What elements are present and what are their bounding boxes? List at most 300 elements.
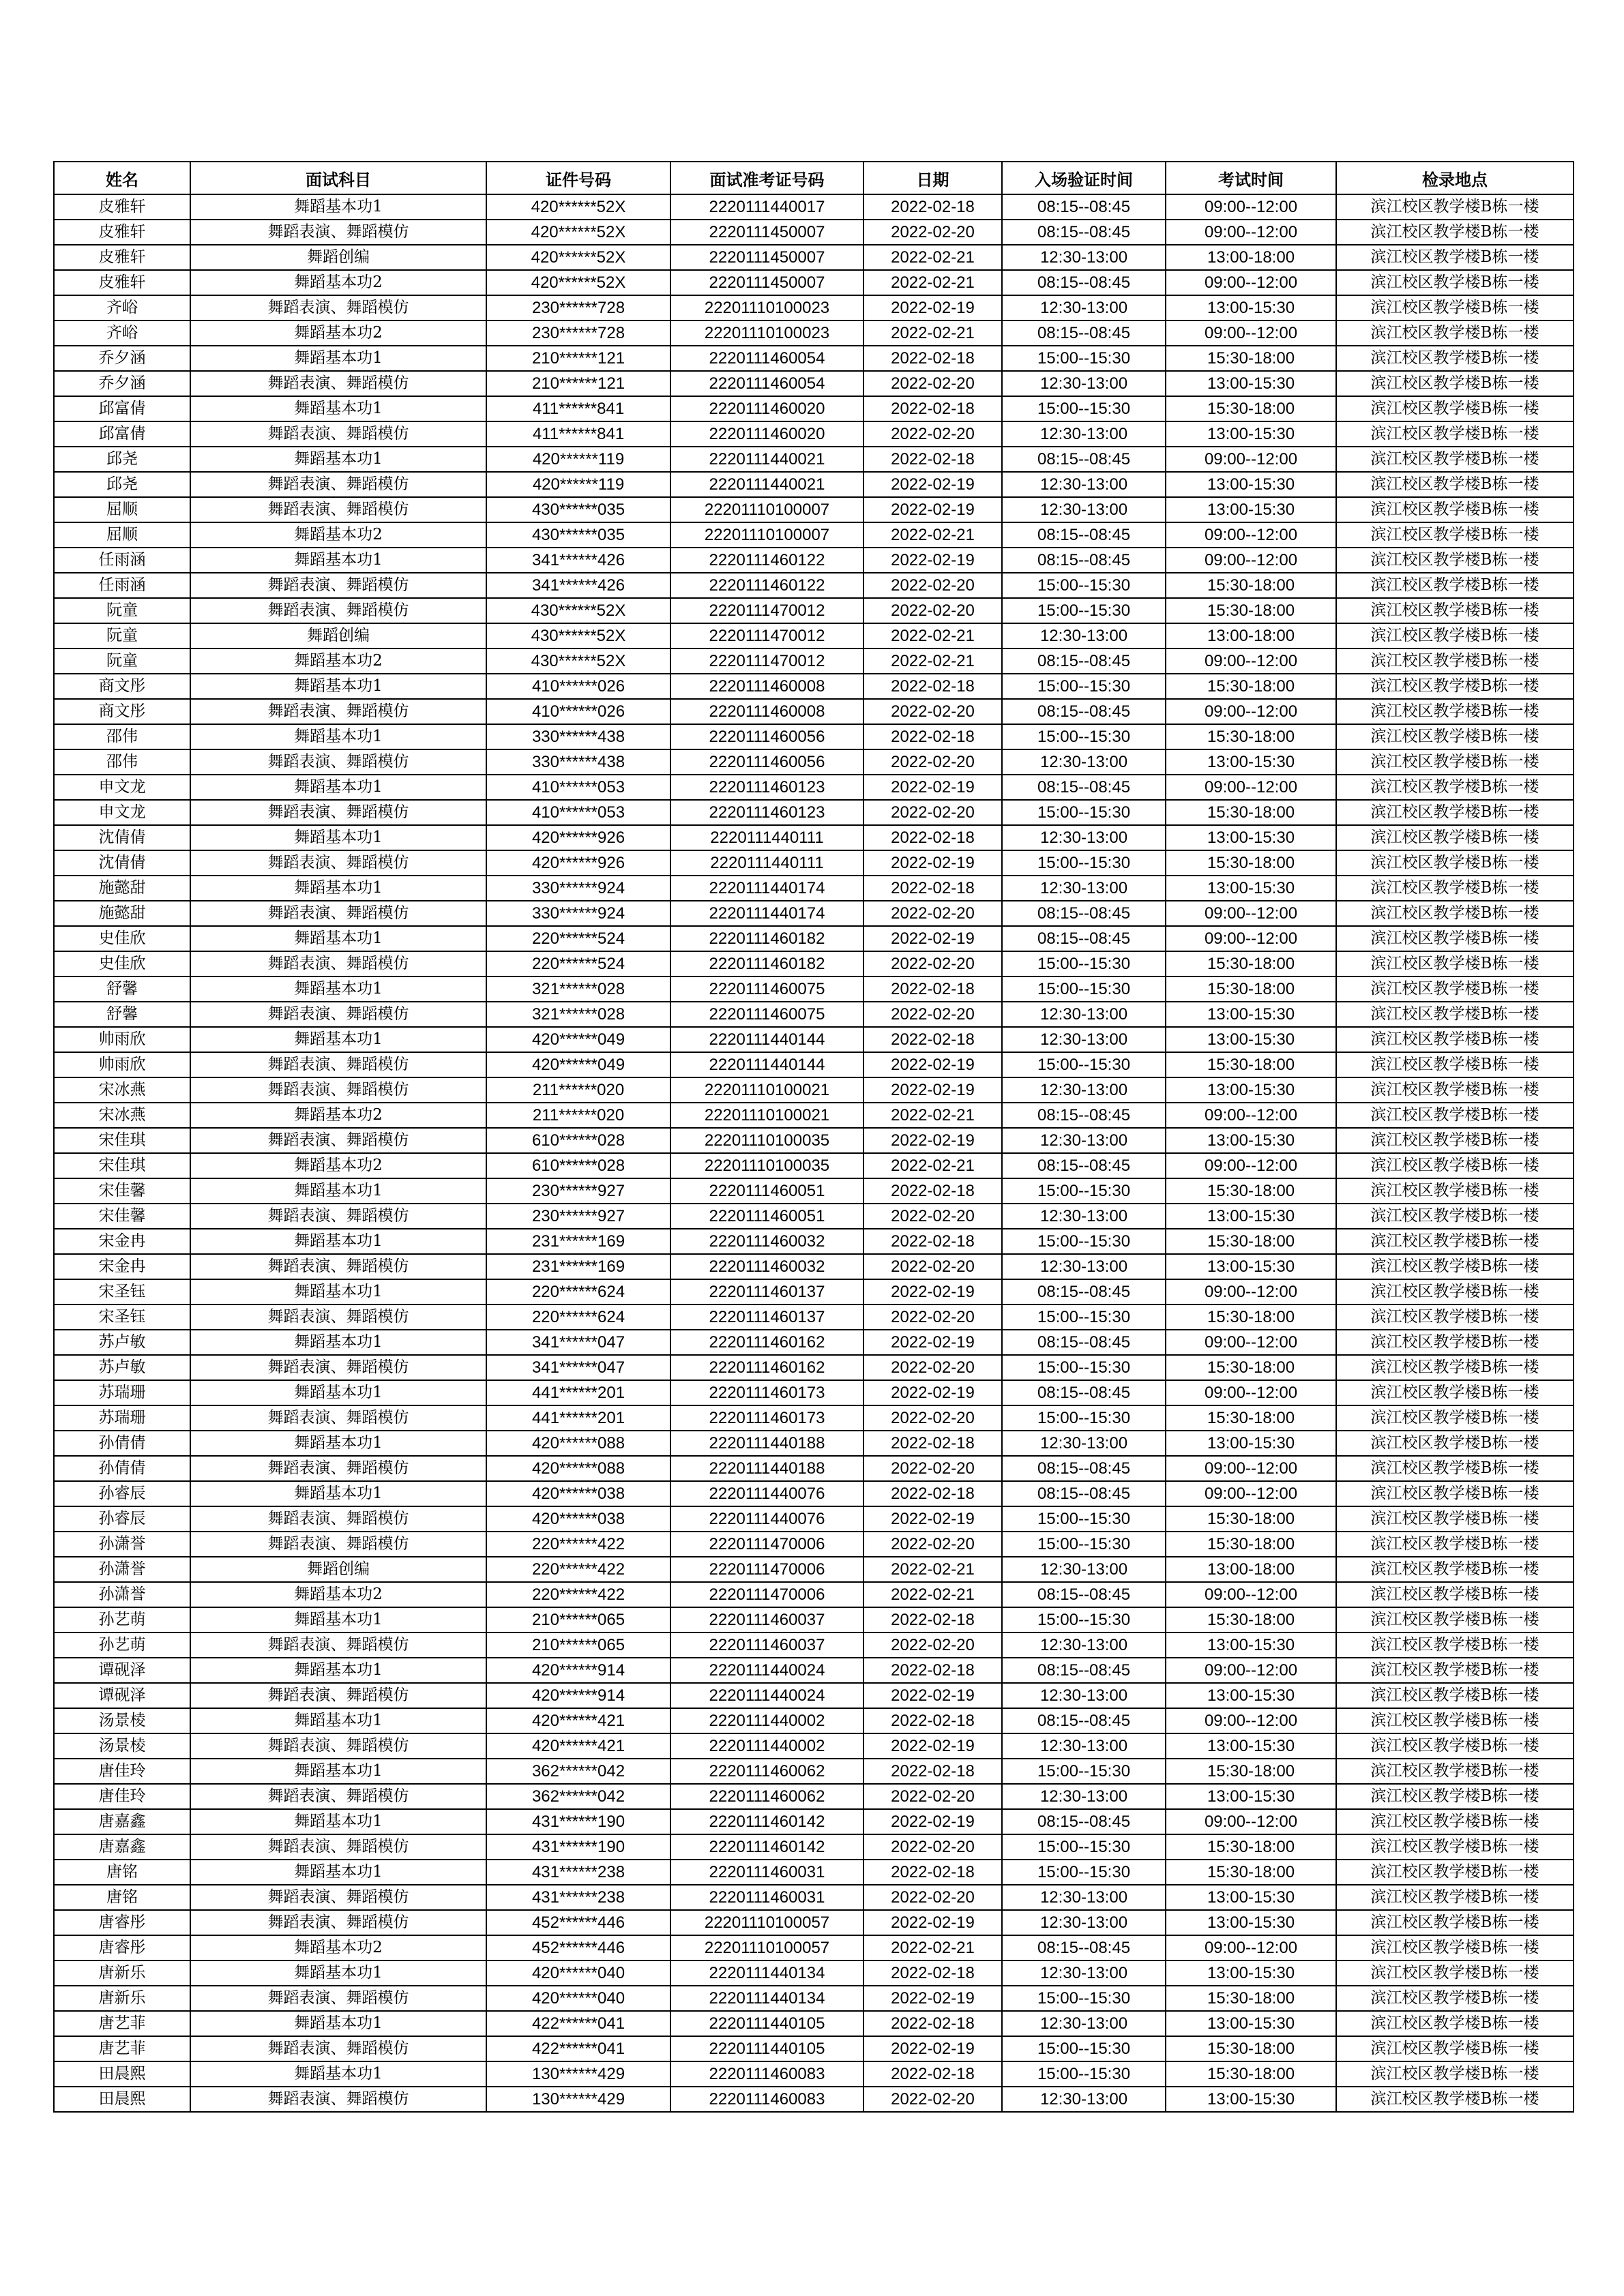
subject-cell: 舞蹈基本功1 bbox=[190, 825, 486, 850]
date-cell: 2022-02-20 bbox=[863, 1204, 1002, 1229]
subject-cell: 舞蹈表演、舞蹈模仿 bbox=[190, 497, 486, 522]
date-cell: 2022-02-18 bbox=[863, 1229, 1002, 1254]
location-cell: 滨江校区教学楼B栋一楼 bbox=[1336, 1128, 1574, 1153]
date-cell: 2022-02-18 bbox=[863, 825, 1002, 850]
id-number-cell: 610******028 bbox=[486, 1128, 670, 1153]
entry-check-time-cell: 12:30-13:00 bbox=[1002, 371, 1166, 396]
subject-cell: 舞蹈基本功1 bbox=[190, 1658, 486, 1683]
subject-cell: 舞蹈基本功2 bbox=[190, 1935, 486, 1960]
location-cell: 滨江校区教学楼B栋一楼 bbox=[1336, 220, 1574, 245]
admission-ticket-cell: 2220111460062 bbox=[670, 1759, 863, 1784]
entry-check-time-cell: 08:15--08:45 bbox=[1002, 194, 1166, 220]
subject-cell: 舞蹈基本功2 bbox=[190, 320, 486, 346]
table-row bbox=[54, 1784, 1574, 1809]
location-cell: 滨江校区教学楼B栋一楼 bbox=[1336, 1153, 1574, 1178]
date-cell: 2022-02-19 bbox=[863, 472, 1002, 497]
column-header-date: 日期 bbox=[863, 162, 1002, 194]
id-number-cell: 231******169 bbox=[486, 1254, 670, 1279]
admission-ticket-cell: 22201110100035 bbox=[670, 1153, 863, 1178]
name-cell: 汤景棱 bbox=[54, 1733, 190, 1759]
subject-cell: 舞蹈基本功1 bbox=[190, 1279, 486, 1304]
location-cell: 滨江校区教学楼B栋一楼 bbox=[1336, 346, 1574, 371]
date-cell: 2022-02-21 bbox=[863, 320, 1002, 346]
admission-ticket-cell: 2220111460051 bbox=[670, 1178, 863, 1204]
entry-check-time-cell: 15:00--15:30 bbox=[1002, 396, 1166, 421]
exam-time-cell: 09:00--12:00 bbox=[1166, 194, 1336, 220]
entry-check-time-cell: 12:30-13:00 bbox=[1002, 876, 1166, 901]
name-cell: 苏卢敏 bbox=[54, 1330, 190, 1355]
name-cell: 孙艺萌 bbox=[54, 1632, 190, 1658]
date-cell: 2022-02-20 bbox=[863, 598, 1002, 623]
date-cell: 2022-02-18 bbox=[863, 346, 1002, 371]
table-row bbox=[54, 1456, 1574, 1481]
location-cell: 滨江校区教学楼B栋一楼 bbox=[1336, 699, 1574, 724]
column-header-check-in-location: 检录地点 bbox=[1336, 162, 1574, 194]
location-cell: 滨江校区教学楼B栋一楼 bbox=[1336, 1506, 1574, 1532]
id-number-cell: 420******926 bbox=[486, 825, 670, 850]
name-cell: 商文彤 bbox=[54, 699, 190, 724]
subject-cell: 舞蹈基本功2 bbox=[190, 1103, 486, 1128]
id-number-cell: 210******121 bbox=[486, 346, 670, 371]
exam-time-cell: 09:00--12:00 bbox=[1166, 1658, 1336, 1683]
exam-time-cell: 09:00--12:00 bbox=[1166, 270, 1336, 295]
admission-ticket-cell: 2220111440134 bbox=[670, 1986, 863, 2011]
admission-ticket-cell: 2220111460008 bbox=[670, 699, 863, 724]
id-number-cell: 431******238 bbox=[486, 1885, 670, 1910]
subject-cell: 舞蹈表演、舞蹈模仿 bbox=[190, 749, 486, 775]
name-cell: 苏卢敏 bbox=[54, 1355, 190, 1380]
date-cell: 2022-02-19 bbox=[863, 1683, 1002, 1708]
subject-cell: 舞蹈表演、舞蹈模仿 bbox=[190, 1834, 486, 1860]
table-row bbox=[54, 220, 1574, 245]
subject-cell: 舞蹈基本功1 bbox=[190, 724, 486, 749]
location-cell: 滨江校区教学楼B栋一楼 bbox=[1336, 598, 1574, 623]
location-cell: 滨江校区教学楼B栋一楼 bbox=[1336, 1834, 1574, 1860]
admission-ticket-cell: 2220111460075 bbox=[670, 1002, 863, 1027]
exam-time-cell: 09:00--12:00 bbox=[1166, 1582, 1336, 1607]
entry-check-time-cell: 15:00--15:30 bbox=[1002, 1355, 1166, 1380]
entry-check-time-cell: 08:15--08:45 bbox=[1002, 1153, 1166, 1178]
date-cell: 2022-02-18 bbox=[863, 1607, 1002, 1632]
entry-check-time-cell: 15:00--15:30 bbox=[1002, 850, 1166, 876]
id-number-cell: 362******042 bbox=[486, 1784, 670, 1809]
subject-cell: 舞蹈基本功1 bbox=[190, 1380, 486, 1405]
entry-check-time-cell: 08:15--08:45 bbox=[1002, 1582, 1166, 1607]
location-cell: 滨江校区教学楼B栋一楼 bbox=[1336, 775, 1574, 800]
entry-check-time-cell: 12:30-13:00 bbox=[1002, 1632, 1166, 1658]
admission-ticket-cell: 2220111460173 bbox=[670, 1405, 863, 1431]
location-cell: 滨江校区教学楼B栋一楼 bbox=[1336, 1607, 1574, 1632]
location-cell: 滨江校区教学楼B栋一楼 bbox=[1336, 1759, 1574, 1784]
date-cell: 2022-02-18 bbox=[863, 2061, 1002, 2087]
entry-check-time-cell: 08:15--08:45 bbox=[1002, 1708, 1166, 1733]
entry-check-time-cell: 15:00--15:30 bbox=[1002, 674, 1166, 699]
admission-ticket-cell: 2220111460162 bbox=[670, 1330, 863, 1355]
table-row bbox=[54, 270, 1574, 295]
exam-time-cell: 13:00-18:00 bbox=[1166, 1557, 1336, 1582]
id-number-cell: 452******446 bbox=[486, 1910, 670, 1935]
name-cell: 宋圣钰 bbox=[54, 1279, 190, 1304]
exam-time-cell: 13:00-15:30 bbox=[1166, 1204, 1336, 1229]
admission-ticket-cell: 2220111440111 bbox=[670, 850, 863, 876]
table-row bbox=[54, 320, 1574, 346]
admission-ticket-cell: 2220111470012 bbox=[670, 648, 863, 674]
name-cell: 帅雨欣 bbox=[54, 1052, 190, 1077]
subject-cell: 舞蹈基本功1 bbox=[190, 775, 486, 800]
date-cell: 2022-02-20 bbox=[863, 1456, 1002, 1481]
admission-ticket-cell: 2220111440174 bbox=[670, 901, 863, 926]
table-row bbox=[54, 421, 1574, 447]
id-number-cell: 420******926 bbox=[486, 850, 670, 876]
exam-time-cell: 13:00-15:30 bbox=[1166, 1077, 1336, 1103]
name-cell: 齐峪 bbox=[54, 295, 190, 320]
table-row bbox=[54, 522, 1574, 548]
table-row bbox=[54, 623, 1574, 648]
name-cell: 商文彤 bbox=[54, 674, 190, 699]
id-number-cell: 410******053 bbox=[486, 775, 670, 800]
date-cell: 2022-02-20 bbox=[863, 1885, 1002, 1910]
table-row bbox=[54, 775, 1574, 800]
date-cell: 2022-02-21 bbox=[863, 1935, 1002, 1960]
id-number-cell: 341******426 bbox=[486, 573, 670, 598]
admission-ticket-cell: 2220111460056 bbox=[670, 749, 863, 775]
subject-cell: 舞蹈基本功1 bbox=[190, 1229, 486, 1254]
name-cell: 孙倩倩 bbox=[54, 1431, 190, 1456]
admission-ticket-cell: 2220111460008 bbox=[670, 674, 863, 699]
exam-time-cell: 13:00-15:30 bbox=[1166, 2011, 1336, 2036]
name-cell: 阮童 bbox=[54, 598, 190, 623]
name-cell: 孙潇誉 bbox=[54, 1582, 190, 1607]
admission-ticket-cell: 2220111460054 bbox=[670, 371, 863, 396]
subject-cell: 舞蹈表演、舞蹈模仿 bbox=[190, 1632, 486, 1658]
id-number-cell: 220******422 bbox=[486, 1582, 670, 1607]
exam-time-cell: 13:00-18:00 bbox=[1166, 623, 1336, 648]
admission-ticket-cell: 2220111460020 bbox=[670, 421, 863, 447]
admission-ticket-cell: 2220111470006 bbox=[670, 1557, 863, 1582]
name-cell: 唐睿彤 bbox=[54, 1910, 190, 1935]
admission-ticket-cell: 2220111440017 bbox=[670, 194, 863, 220]
location-cell: 滨江校区教学楼B栋一楼 bbox=[1336, 497, 1574, 522]
exam-time-cell: 13:00-15:30 bbox=[1166, 2087, 1336, 2112]
id-number-cell: 220******422 bbox=[486, 1532, 670, 1557]
date-cell: 2022-02-19 bbox=[863, 1986, 1002, 2011]
table-row bbox=[54, 2036, 1574, 2061]
id-number-cell: 431******190 bbox=[486, 1834, 670, 1860]
name-cell: 史佳欣 bbox=[54, 951, 190, 976]
id-number-cell: 420******119 bbox=[486, 447, 670, 472]
id-number-cell: 420******52X bbox=[486, 220, 670, 245]
exam-time-cell: 13:00-15:30 bbox=[1166, 371, 1336, 396]
location-cell: 滨江校区教学楼B栋一楼 bbox=[1336, 2036, 1574, 2061]
name-cell: 宋冰燕 bbox=[54, 1077, 190, 1103]
entry-check-time-cell: 12:30-13:00 bbox=[1002, 497, 1166, 522]
subject-cell: 舞蹈基本功2 bbox=[190, 1153, 486, 1178]
id-number-cell: 420******049 bbox=[486, 1027, 670, 1052]
table-row bbox=[54, 1178, 1574, 1204]
admission-ticket-cell: 2220111460062 bbox=[670, 1784, 863, 1809]
table-row bbox=[54, 548, 1574, 573]
name-cell: 乔夕涵 bbox=[54, 346, 190, 371]
admission-ticket-cell: 2220111460182 bbox=[670, 951, 863, 976]
admission-ticket-cell: 2220111460122 bbox=[670, 548, 863, 573]
id-number-cell: 420******038 bbox=[486, 1481, 670, 1506]
id-number-cell: 610******028 bbox=[486, 1153, 670, 1178]
table-row bbox=[54, 1405, 1574, 1431]
exam-time-cell: 09:00--12:00 bbox=[1166, 522, 1336, 548]
exam-time-cell: 13:00-15:30 bbox=[1166, 825, 1336, 850]
subject-cell: 舞蹈基本功1 bbox=[190, 1860, 486, 1885]
location-cell: 滨江校区教学楼B栋一楼 bbox=[1336, 648, 1574, 674]
subject-cell: 舞蹈基本功2 bbox=[190, 270, 486, 295]
admission-ticket-cell: 2220111440144 bbox=[670, 1052, 863, 1077]
subject-cell: 舞蹈表演、舞蹈模仿 bbox=[190, 951, 486, 976]
exam-time-cell: 15:30-18:00 bbox=[1166, 1304, 1336, 1330]
name-cell: 唐嘉鑫 bbox=[54, 1809, 190, 1834]
location-cell: 滨江校区教学楼B栋一楼 bbox=[1336, 447, 1574, 472]
location-cell: 滨江校区教学楼B栋一楼 bbox=[1336, 1254, 1574, 1279]
id-number-cell: 441******201 bbox=[486, 1405, 670, 1431]
exam-time-cell: 09:00--12:00 bbox=[1166, 1935, 1336, 1960]
exam-time-cell: 15:30-18:00 bbox=[1166, 1052, 1336, 1077]
exam-time-cell: 09:00--12:00 bbox=[1166, 220, 1336, 245]
id-number-cell: 341******426 bbox=[486, 548, 670, 573]
id-number-cell: 220******524 bbox=[486, 951, 670, 976]
date-cell: 2022-02-18 bbox=[863, 1860, 1002, 1885]
column-header-id-number: 证件号码 bbox=[486, 162, 670, 194]
table-row bbox=[54, 1960, 1574, 1986]
location-cell: 滨江校区教学楼B栋一楼 bbox=[1336, 674, 1574, 699]
name-cell: 邵伟 bbox=[54, 724, 190, 749]
date-cell: 2022-02-21 bbox=[863, 270, 1002, 295]
exam-time-cell: 13:00-15:30 bbox=[1166, 1632, 1336, 1658]
location-cell: 滨江校区教学楼B栋一楼 bbox=[1336, 800, 1574, 825]
name-cell: 唐嘉鑫 bbox=[54, 1834, 190, 1860]
location-cell: 滨江校区教学楼B栋一楼 bbox=[1336, 548, 1574, 573]
subject-cell: 舞蹈基本功1 bbox=[190, 447, 486, 472]
date-cell: 2022-02-20 bbox=[863, 901, 1002, 926]
location-cell: 滨江校区教学楼B栋一楼 bbox=[1336, 876, 1574, 901]
table-row bbox=[54, 1229, 1574, 1254]
table-row bbox=[54, 1330, 1574, 1355]
exam-time-cell: 13:00-15:30 bbox=[1166, 472, 1336, 497]
subject-cell: 舞蹈表演、舞蹈模仿 bbox=[190, 472, 486, 497]
subject-cell: 舞蹈基本功1 bbox=[190, 1027, 486, 1052]
location-cell: 滨江校区教学楼B栋一楼 bbox=[1336, 270, 1574, 295]
table-row bbox=[54, 1935, 1574, 1960]
exam-time-cell: 13:00-15:30 bbox=[1166, 876, 1336, 901]
id-number-cell: 220******624 bbox=[486, 1304, 670, 1330]
exam-time-cell: 09:00--12:00 bbox=[1166, 548, 1336, 573]
id-number-cell: 230******927 bbox=[486, 1178, 670, 1204]
table-row bbox=[54, 1128, 1574, 1153]
location-cell: 滨江校区教学楼B栋一楼 bbox=[1336, 1683, 1574, 1708]
entry-check-time-cell: 08:15--08:45 bbox=[1002, 1279, 1166, 1304]
subject-cell: 舞蹈基本功1 bbox=[190, 1330, 486, 1355]
admission-ticket-cell: 2220111440174 bbox=[670, 876, 863, 901]
admission-ticket-cell: 2220111460037 bbox=[670, 1632, 863, 1658]
admission-ticket-cell: 2220111460032 bbox=[670, 1254, 863, 1279]
id-number-cell: 330******438 bbox=[486, 749, 670, 775]
date-cell: 2022-02-18 bbox=[863, 1759, 1002, 1784]
id-number-cell: 321******028 bbox=[486, 976, 670, 1002]
table-row bbox=[54, 1733, 1574, 1759]
date-cell: 2022-02-18 bbox=[863, 876, 1002, 901]
exam-time-cell: 15:30-18:00 bbox=[1166, 346, 1336, 371]
location-cell: 滨江校区教学楼B栋一楼 bbox=[1336, 1632, 1574, 1658]
table-row bbox=[54, 699, 1574, 724]
name-cell: 任雨涵 bbox=[54, 573, 190, 598]
admission-ticket-cell: 2220111450007 bbox=[670, 245, 863, 270]
exam-time-cell: 15:30-18:00 bbox=[1166, 573, 1336, 598]
date-cell: 2022-02-20 bbox=[863, 220, 1002, 245]
entry-check-time-cell: 08:15--08:45 bbox=[1002, 220, 1166, 245]
id-number-cell: 430******52X bbox=[486, 623, 670, 648]
date-cell: 2022-02-20 bbox=[863, 1532, 1002, 1557]
id-number-cell: 130******429 bbox=[486, 2061, 670, 2087]
admission-ticket-cell: 2220111440105 bbox=[670, 2036, 863, 2061]
name-cell: 阮童 bbox=[54, 623, 190, 648]
date-cell: 2022-02-18 bbox=[863, 194, 1002, 220]
subject-cell: 舞蹈表演、舞蹈模仿 bbox=[190, 800, 486, 825]
exam-time-cell: 15:30-18:00 bbox=[1166, 1986, 1336, 2011]
table-row bbox=[54, 2011, 1574, 2036]
id-number-cell: 420******040 bbox=[486, 1960, 670, 1986]
location-cell: 滨江校区教学楼B栋一楼 bbox=[1336, 573, 1574, 598]
entry-check-time-cell: 15:00--15:30 bbox=[1002, 1986, 1166, 2011]
admission-ticket-cell: 22201110100021 bbox=[670, 1077, 863, 1103]
name-cell: 唐新乐 bbox=[54, 1986, 190, 2011]
id-number-cell: 430******52X bbox=[486, 648, 670, 674]
date-cell: 2022-02-21 bbox=[863, 1103, 1002, 1128]
entry-check-time-cell: 12:30-13:00 bbox=[1002, 1204, 1166, 1229]
subject-cell: 舞蹈表演、舞蹈模仿 bbox=[190, 371, 486, 396]
location-cell: 滨江校区教学楼B栋一楼 bbox=[1336, 1935, 1574, 1960]
admission-ticket-cell: 2220111460032 bbox=[670, 1229, 863, 1254]
exam-time-cell: 13:00-15:30 bbox=[1166, 1733, 1336, 1759]
entry-check-time-cell: 15:00--15:30 bbox=[1002, 800, 1166, 825]
subject-cell: 舞蹈基本功1 bbox=[190, 548, 486, 573]
admission-ticket-cell: 2220111440021 bbox=[670, 447, 863, 472]
subject-cell: 舞蹈表演、舞蹈模仿 bbox=[190, 573, 486, 598]
name-cell: 邱尧 bbox=[54, 447, 190, 472]
entry-check-time-cell: 12:30-13:00 bbox=[1002, 1002, 1166, 1027]
subject-cell: 舞蹈表演、舞蹈模仿 bbox=[190, 1355, 486, 1380]
exam-time-cell: 15:30-18:00 bbox=[1166, 1759, 1336, 1784]
name-cell: 宋佳馨 bbox=[54, 1178, 190, 1204]
location-cell: 滨江校区教学楼B栋一楼 bbox=[1336, 1002, 1574, 1027]
id-number-cell: 362******042 bbox=[486, 1759, 670, 1784]
location-cell: 滨江校区教学楼B栋一楼 bbox=[1336, 371, 1574, 396]
name-cell: 任雨涵 bbox=[54, 548, 190, 573]
table-row bbox=[54, 850, 1574, 876]
exam-time-cell: 15:30-18:00 bbox=[1166, 1405, 1336, 1431]
subject-cell: 舞蹈基本功1 bbox=[190, 1431, 486, 1456]
admission-ticket-cell: 2220111440134 bbox=[670, 1960, 863, 1986]
subject-cell: 舞蹈表演、舞蹈模仿 bbox=[190, 1405, 486, 1431]
table-row bbox=[54, 876, 1574, 901]
subject-cell: 舞蹈表演、舞蹈模仿 bbox=[190, 1204, 486, 1229]
date-cell: 2022-02-19 bbox=[863, 775, 1002, 800]
date-cell: 2022-02-20 bbox=[863, 371, 1002, 396]
subject-cell: 舞蹈表演、舞蹈模仿 bbox=[190, 2036, 486, 2061]
name-cell: 申文龙 bbox=[54, 775, 190, 800]
date-cell: 2022-02-20 bbox=[863, 749, 1002, 775]
id-number-cell: 431******190 bbox=[486, 1809, 670, 1834]
entry-check-time-cell: 12:30-13:00 bbox=[1002, 749, 1166, 775]
id-number-cell: 420******52X bbox=[486, 245, 670, 270]
name-cell: 唐艺菲 bbox=[54, 2011, 190, 2036]
subject-cell: 舞蹈表演、舞蹈模仿 bbox=[190, 1002, 486, 1027]
date-cell: 2022-02-20 bbox=[863, 1834, 1002, 1860]
name-cell: 宋金冉 bbox=[54, 1229, 190, 1254]
subject-cell: 舞蹈表演、舞蹈模仿 bbox=[190, 1456, 486, 1481]
subject-cell: 舞蹈表演、舞蹈模仿 bbox=[190, 2087, 486, 2112]
id-number-cell: 330******924 bbox=[486, 876, 670, 901]
entry-check-time-cell: 15:00--15:30 bbox=[1002, 346, 1166, 371]
admission-ticket-cell: 2220111460162 bbox=[670, 1355, 863, 1380]
exam-time-cell: 15:30-18:00 bbox=[1166, 1178, 1336, 1204]
date-cell: 2022-02-19 bbox=[863, 2036, 1002, 2061]
exam-time-cell: 09:00--12:00 bbox=[1166, 1380, 1336, 1405]
table-row bbox=[54, 976, 1574, 1002]
location-cell: 滨江校区教学楼B栋一楼 bbox=[1336, 926, 1574, 951]
entry-check-time-cell: 12:30-13:00 bbox=[1002, 1910, 1166, 1935]
admission-ticket-cell: 2220111460020 bbox=[670, 396, 863, 421]
date-cell: 2022-02-18 bbox=[863, 2011, 1002, 2036]
admission-ticket-cell: 2220111460051 bbox=[670, 1204, 863, 1229]
id-number-cell: 441******201 bbox=[486, 1380, 670, 1405]
entry-check-time-cell: 08:15--08:45 bbox=[1002, 1330, 1166, 1355]
location-cell: 滨江校区教学楼B栋一楼 bbox=[1336, 1279, 1574, 1304]
subject-cell: 舞蹈基本功1 bbox=[190, 396, 486, 421]
table-row bbox=[54, 2087, 1574, 2112]
name-cell: 唐艺菲 bbox=[54, 2036, 190, 2061]
table-row bbox=[54, 800, 1574, 825]
entry-check-time-cell: 15:00--15:30 bbox=[1002, 1607, 1166, 1632]
entry-check-time-cell: 08:15--08:45 bbox=[1002, 901, 1166, 926]
entry-check-time-cell: 08:15--08:45 bbox=[1002, 1380, 1166, 1405]
table-row bbox=[54, 1103, 1574, 1128]
id-number-cell: 231******169 bbox=[486, 1229, 670, 1254]
location-cell: 滨江校区教学楼B栋一楼 bbox=[1336, 1052, 1574, 1077]
subject-cell: 舞蹈表演、舞蹈模仿 bbox=[190, 1304, 486, 1330]
subject-cell: 舞蹈表演、舞蹈模仿 bbox=[190, 1683, 486, 1708]
exam-time-cell: 15:30-18:00 bbox=[1166, 951, 1336, 976]
name-cell: 孙睿辰 bbox=[54, 1481, 190, 1506]
date-cell: 2022-02-19 bbox=[863, 1809, 1002, 1834]
name-cell: 田晨熙 bbox=[54, 2087, 190, 2112]
id-number-cell: 430******035 bbox=[486, 497, 670, 522]
subject-cell: 舞蹈基本功2 bbox=[190, 648, 486, 674]
entry-check-time-cell: 15:00--15:30 bbox=[1002, 573, 1166, 598]
entry-check-time-cell: 08:15--08:45 bbox=[1002, 320, 1166, 346]
date-cell: 2022-02-20 bbox=[863, 699, 1002, 724]
admission-ticket-cell: 22201110100057 bbox=[670, 1935, 863, 1960]
table-row bbox=[54, 648, 1574, 674]
exam-time-cell: 13:00-15:30 bbox=[1166, 1128, 1336, 1153]
table-row bbox=[54, 1708, 1574, 1733]
location-cell: 滨江校区教学楼B栋一楼 bbox=[1336, 901, 1574, 926]
id-number-cell: 410******026 bbox=[486, 674, 670, 699]
entry-check-time-cell: 15:00--15:30 bbox=[1002, 598, 1166, 623]
date-cell: 2022-02-18 bbox=[863, 1658, 1002, 1683]
column-header-subject: 面试科目 bbox=[190, 162, 486, 194]
entry-check-time-cell: 12:30-13:00 bbox=[1002, 1960, 1166, 1986]
name-cell: 邵伟 bbox=[54, 749, 190, 775]
name-cell: 帅雨欣 bbox=[54, 1027, 190, 1052]
date-cell: 2022-02-21 bbox=[863, 1557, 1002, 1582]
entry-check-time-cell: 12:30-13:00 bbox=[1002, 1431, 1166, 1456]
